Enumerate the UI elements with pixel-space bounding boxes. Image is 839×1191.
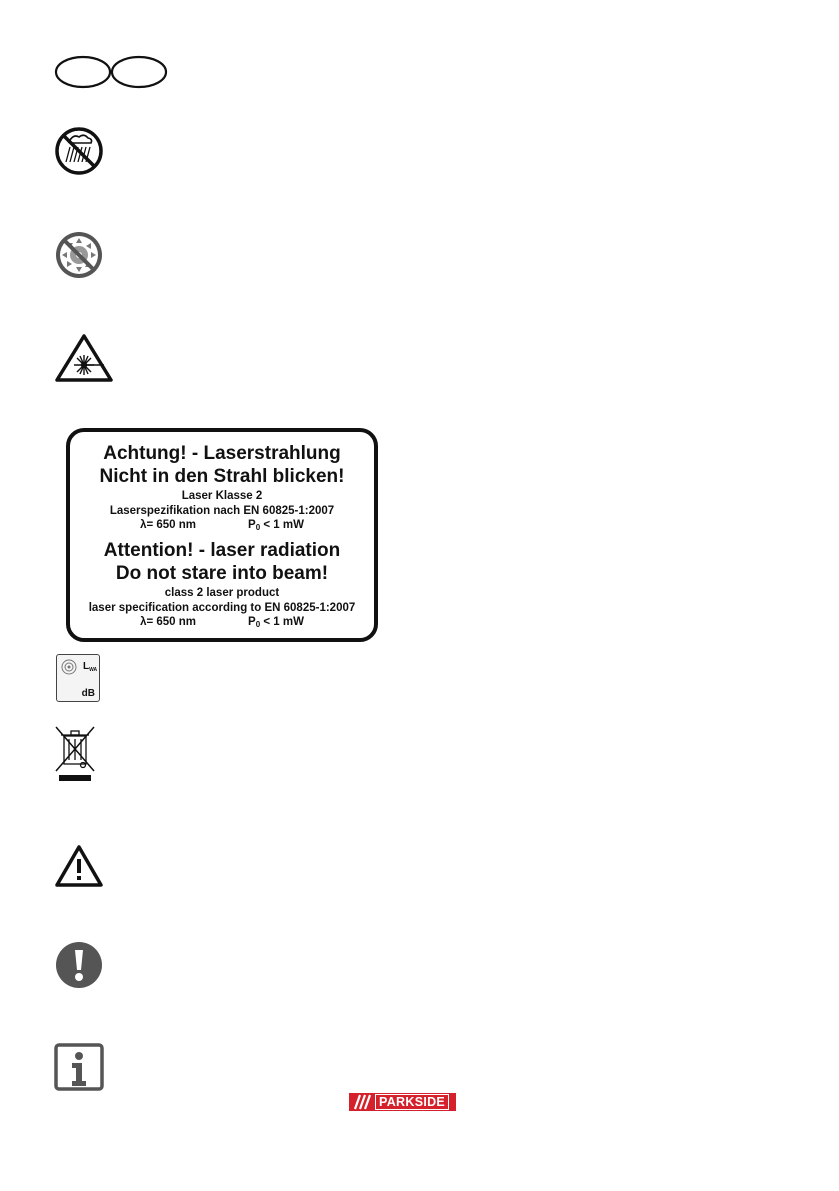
info-icon [54, 1043, 104, 1091]
label-en-title-2: Do not stare into beam! [115, 563, 329, 584]
label-de-values [70, 520, 374, 532]
general-warning-icon [54, 844, 104, 888]
label-en-spec: laser specification according to EN 60825-1:2007 [88, 601, 356, 614]
parkside-logo [349, 1093, 456, 1111]
laser-warning-icon [54, 333, 114, 383]
label-en-title-1: Attention! - laser radiation [103, 540, 341, 561]
logo-slashes-icon [349, 1093, 373, 1111]
laser-warning-label [66, 428, 378, 642]
noise-wave-icon [60, 658, 78, 676]
label-de-power: $P_0 < 1$ mW [248, 519, 304, 532]
label-de-lambda: λ= 650 nm [140, 519, 197, 531]
noise-db-label: dB [81, 688, 95, 699]
no-saw-blade-icon [54, 230, 104, 280]
weee-bin-icon [52, 724, 98, 782]
label-en-power: $P_0 < 1$ mW [248, 616, 304, 629]
no-rain-icon [54, 126, 104, 176]
label-en-lambda: λ= 650 nm [140, 616, 197, 628]
label-de-spec: Laserspezifikation nach EN 60825-1:2007 [109, 504, 335, 517]
noise-level-icon [56, 654, 100, 702]
country-ovals-icon [54, 55, 168, 89]
label-en-values [70, 617, 374, 629]
brand-name: PARKSIDE [375, 1094, 449, 1110]
label-de-class: Laser Klasse 2 [181, 490, 263, 502]
noise-l-label: $L_{WA}$ [83, 661, 98, 673]
exclamation-circle-icon [54, 940, 104, 990]
label-en-class: class 2 laser product [164, 587, 280, 599]
label-de-title-1: Achtung! - Laserstrahlung [103, 443, 341, 464]
label-de-title-2: Nicht in den Strahl blicken! [99, 466, 345, 487]
